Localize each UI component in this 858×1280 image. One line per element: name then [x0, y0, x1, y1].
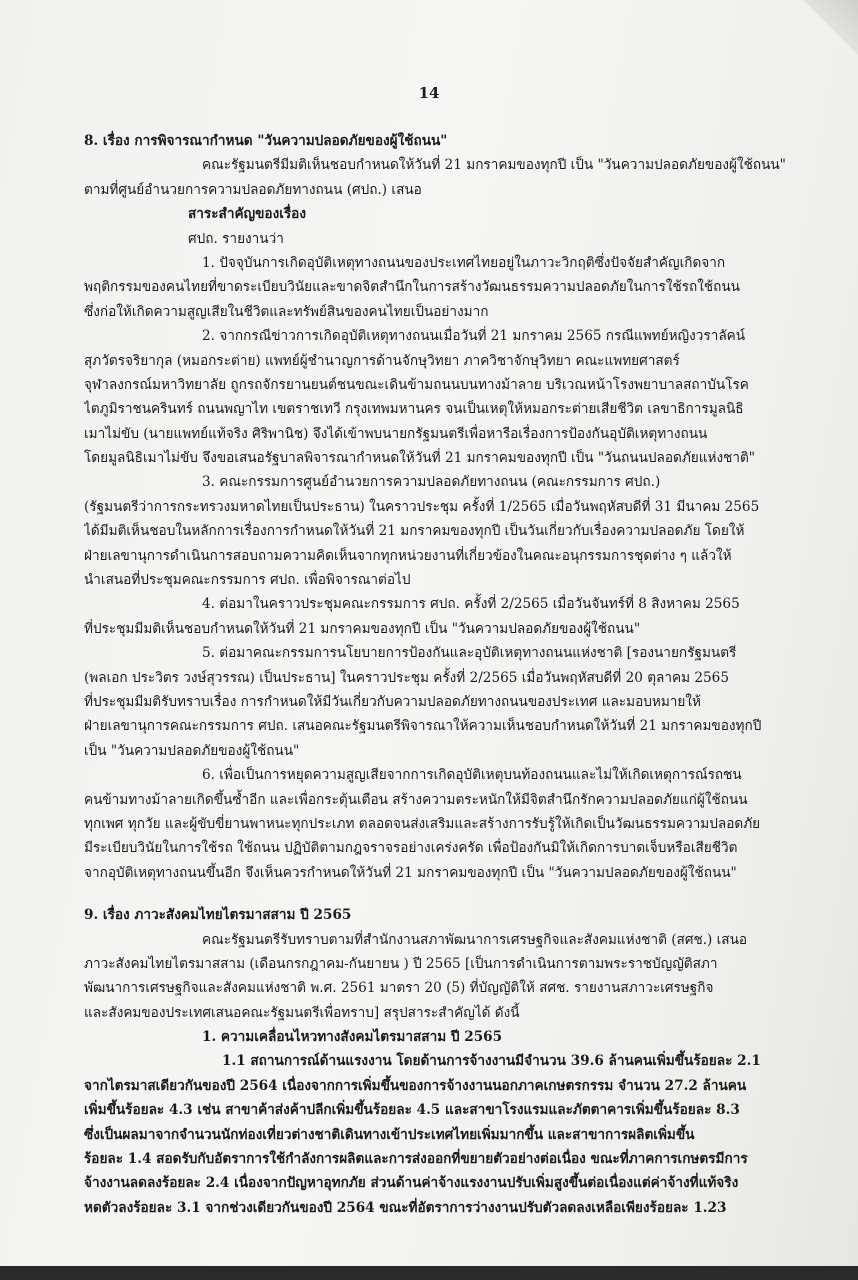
paragraph-line: ที่ประชุมมีมติรับทราบเรื่อง การกำหนดให้มีวันเกี่ยวกับความปลอดภัยทางถนนของประเทศ และมอบหมายให้: [84, 693, 701, 710]
subsection-1-title: 1. ความเคลื่อนไหวทางสังคมไตรมาสสาม ปี 2565: [202, 1029, 503, 1046]
paragraph-line: ซึ่งเป็นผลมาจากจำนวนนักท่องเที่ยวต่างชาติเดินทางเข้าประเทศไทยเพิ่มมากขึ้น และสาขาการผลิตเพิ่มขึ้น: [84, 1126, 695, 1143]
paragraph-line: ที่ประชุมมีมติเห็นชอบกำหนดให้วันที่ 21 มกราคมของทุกปี เป็น "วันความปลอดภัยของผู้ใช้ถนน": [84, 620, 641, 637]
paragraph-line: ฝ่ายเลขานุการคณะกรรมการ ศปถ. เสนอคณะรัฐมนตรีพิจารณาให้ความเห็นชอบกำหนดให้วันที่ 21 มกราคมของทุกปี: [84, 718, 762, 735]
paragraph-line: จุฬาลงกรณ์มหาวิทยาลัย ถูกรถจักรยานยนต์ชนขณะเดินข้ามถนนบนทางม้าลาย บริเวณหน้าโรงพยาบาลสถาบันโรค: [84, 376, 749, 393]
reporter-line: ศปถ. รายงานว่า: [188, 230, 284, 247]
paragraph-line: เพิ่มขึ้นร้อยละ 4.3 เช่น สาขาค้าส่งค้าปลีกเพิ่มขึ้นร้อยละ 4.5 และสาขาโรงแรมและภัตตาคารเพิ่มขึ้นร้อยละ 8.3: [84, 1102, 740, 1119]
paragraph-line: 5. ต่อมาคณะกรรมการนโยบายการป้องกันและอุบัติเหตุทางถนนแห่งชาติ [รองนายกรัฐมนตรี: [202, 645, 737, 662]
section-9-intro-line: คณะรัฐมนตรีรับทราบตามที่สำนักงานสภาพัฒนาการเศรษฐกิจและสังคมแห่งชาติ (สศช.) เสนอ: [202, 931, 748, 948]
section-9-intro-line: ภาวะสังคมไทยไตรมาสสาม (เดือนกรกฎาคม-กันยายน ) ปี 2565 [เป็นการดำเนินการตามพระราชบัญญัติสภา: [84, 955, 718, 972]
section-spacer: [84, 885, 832, 903]
page-number: 14: [418, 84, 440, 102]
section-9-heading: 9. เรื่อง ภาวะสังคมไทยไตรมาสสาม ปี 2565: [84, 907, 352, 924]
section-9-intro-line: พัฒนาการเศรษฐกิจและสังคมแห่งชาติ พ.ศ. 2561 มาตรา 20 (5) ที่บัญญัติให้ สศช. รายงานสภาวะเศรษฐกิจ: [84, 980, 714, 997]
paragraph-line: โดยมูลนิธิเมาไม่ขับ จึงขอเสนอรัฐบาลพิจารณากำหนดให้วันที่ 21 มกราคมของทุกปี เป็น "วันถนนปลอดภัยแห่งชาติ": [84, 450, 756, 467]
summary-title: สาระสำคัญของเรื่อง: [188, 206, 306, 223]
paragraph-line: หดตัวลงร้อยละ 3.1 จากช่วงเดียวกันของปี 2564 ขณะที่อัตราการว่างงานปรับตัวลดลงเหลือเพียงร้อยละ 1.23: [84, 1199, 727, 1216]
paragraph-line: เป็น "วันความปลอดภัยของผู้ใช้ถนน": [84, 742, 300, 759]
paragraph-line: 2. จากกรณีข่าวการเกิดอุบัติเหตุทางถนนเมื่อวันที่ 21 มกราคม 2565 กรณีแพทย์หญิงวราลัคน์: [202, 328, 746, 345]
paragraph-line: ได้มีมติเห็นชอบในหลักการเรื่องการกำหนดให้วันที่ 21 มกราคมของทุกปี เป็นวันเกี่ยวกับเรื่องความปลอดภัย โดยให้: [84, 523, 745, 540]
paragraph-line: จากอุบัติเหตุทางถนนขึ้นอีก จึงเห็นควรกำหนดให้วันที่ 21 มกราคมของทุกปี เป็น "วันความปลอดภัยของผู้ใช้ถนน": [84, 864, 737, 881]
paragraph-line: เมาไม่ขับ (นายแพทย์แท้จริง ศิริพานิช) จึงได้เข้าพบนายกรัฐมนตรีเพื่อหารือเรื่องการป้องกันอุบัติเหตุทางถนน: [84, 425, 708, 442]
paragraph-line: 4. ต่อมาในคราวประชุมคณะกรรมการ ศปถ. ครั้งที่ 2/2565 เมื่อวันจันทร์ที่ 8 สิงหาคม 2565: [202, 596, 740, 613]
paragraph-line: คนข้ามทางม้าลายเกิดขึ้นซ้ำอีก และเพื่อกระตุ้นเตือน สร้างความตระหนักให้มีจิตสำนึกรักความปลอดภัยแก่ผู้ใช้ถนน: [84, 791, 748, 808]
paragraph-line: จ้างงานลดลงร้อยละ 2.4 เนื่องจากปัญหาอุทกภัย ส่วนด้านค่าจ้างแรงงานปรับเพิ่มสูงขึ้นต่อเนื่องแต่ค่าจ้างที่แท้จริง: [84, 1175, 739, 1192]
paragraph-line: จากไตรมาสเดียวกันของปี 2564 เนื่องจากการเพิ่มขึ้นของการจ้างงานนอกภาคเกษตรกรรม จำนวน 27.2 ล้านคน: [84, 1077, 747, 1094]
paragraph-line: 3. คณะกรรมการศูนย์อำนวยการความปลอดภัยทางถนน (คณะกรรมการ ศปถ.): [202, 474, 661, 491]
paragraph-line: 6. เพื่อเป็นการหยุดความสูญเสียจากการเกิดอุบัติเหตุบนท้องถนนและไม่ให้เกิดเหตุการณ์รถชน: [202, 767, 742, 784]
paragraph-line: ฝ่ายเลขานุการดำเนินการสอบถามความคิดเห็นจากทุกหน่วยงานที่เกี่ยวข้องในคณะอนุกรรมการชุดต่าง ๆ แล้วให้: [84, 547, 732, 564]
paragraph-line: ซึ่งก่อให้เกิดความสูญเสียในชีวิตและทรัพย์สินของคนไทยเป็นอย่างมาก: [84, 303, 489, 320]
page-corner-fold: [798, 0, 858, 60]
section-8-intro-line: ตามที่ศูนย์อำนวยการความปลอดภัยทางถนน (ศปถ.) เสนอ: [84, 181, 422, 198]
paragraph-line: สุภวัตรจริยากุล (หมอกระต่าย) แพทย์ผู้ชำนาญการด้านจักษุวิทยา ภาควิชาจักษุวิทยา คณะแพทยศาสตร์: [84, 352, 680, 369]
paragraph-line: 1. ปัจจุบันการเกิดอุบัติเหตุทางถนนของประเทศไทยอยู่ในภาวะวิกฤติซึ่งปัจจัยสำคัญเกิดจาก: [202, 254, 726, 271]
paragraph-line: มีระเบียบวินัยในการใช้รถ ใช้ถนน ปฏิบัติตามกฎจราจรอย่างเคร่งครัด เพื่อป้องกันมิให้เกิดการบาดเจ็บหรือเสียชีวิต: [84, 840, 738, 857]
section-8-heading: 8. เรื่อง การพิจารณากำหนด "วันความปลอดภัยของผู้ใช้ถนน": [84, 133, 448, 149]
paragraph-line: (พลเอก ประวิตร วงษ์สุวรรณ) เป็นประธาน] ในคราวประชุม ครั้งที่ 2/2565 เมื่อวันพฤหัสบดีที่ 20 ตุลาคม 2565: [84, 669, 729, 686]
paragraph-line: นำเสนอที่ประชุมคณะกรรมการ ศปถ. เพื่อพิจารณาต่อไป: [84, 572, 411, 589]
paragraph-line: (รัฐมนตรีว่าการกระทรวงมหาดไทยเป็นประธาน) ในคราวประชุม ครั้งที่ 1/2565 เมื่อวันพฤหัสบดีที่ 31 มีนาคม 2565: [84, 498, 760, 515]
item-1-1-first-rest: โดยด้านการจ้างงานมีจำนวน 39.6 ล้านคนเพิ่มขึ้นร้อยละ 2.1: [391, 1053, 761, 1070]
document-body: [84, 129, 832, 1220]
section-9-intro-line: และสังคมของประเทศเสนอคณะรัฐมนตรีเพื่อทราบ] สรุปสาระสำคัญได้ ดังนี้: [84, 1004, 520, 1021]
paragraph-line: ทุกเพศ ทุกวัย และผู้ขับขี่ยานพาหนะทุกประเภท ตลอดจนส่งเสริมและสร้างการรับรู้ให้เกิดเป็นวัฒนธรรมความปลอดภัย: [84, 815, 761, 832]
section-8-intro-line: คณะรัฐมนตรีมีมติเห็นชอบกำหนดให้วันที่ 21 มกราคมของทุกปี เป็น "วันความปลอดภัยของผู้ใช้ถนน": [202, 157, 786, 174]
scan-bottom-edge: [0, 1266, 858, 1280]
paragraph-line: พฤติกรรมของคนไทยที่ขาดระเบียบวินัยและขาดจิตสำนึกในการสร้างวัฒนธรรมความปลอดภัยในการใช้รถใช้ถนน: [84, 279, 740, 296]
item-1-1-lead: 1.1 สถานการณ์ด้านแรงงาน: [222, 1053, 392, 1070]
paragraph-line: ไตภูมิราชนครินทร์ ถนนพญาไท เขตราชเทวี กรุงเทพมหานคร จนเป็นเหตุให้หมอกระต่ายเสียชีวิต เลขาธิการมูลนิธิ: [84, 401, 744, 418]
paragraph-line: ร้อยละ 1.4 สอดรับกับอัตราการใช้กำลังการผลิตและการส่งออกที่ขยายตัวอย่างต่อเนื่อง ขณะที่ภาคการเกษตรมีการ: [84, 1151, 748, 1168]
item-1-1-first-line: [84, 1049, 832, 1073]
